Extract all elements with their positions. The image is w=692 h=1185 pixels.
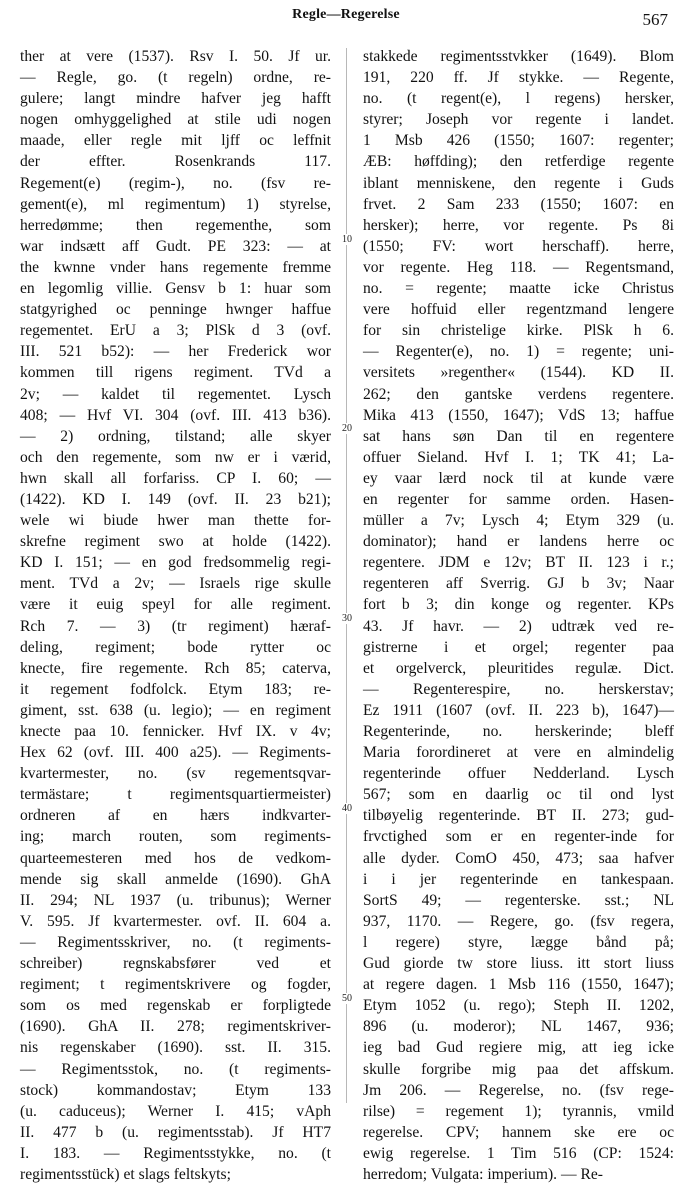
text-line: no. (t regent(e), l regens) hersker,	[363, 90, 674, 108]
text-line: l regere) styre, lægge bånd på;	[363, 933, 674, 951]
text-line: frvctighed som er en regenter-inde for	[363, 828, 674, 846]
text-line: schreiber) regnskabsfører ved et	[20, 955, 331, 973]
text-line: (u. caduceus); Werner I. 415; vAph	[20, 1102, 331, 1120]
text-line: — Regenterespire, no. herskerstav;	[363, 680, 674, 698]
text-line: — Regle, go. (t regeln) ordne, re-	[20, 69, 331, 87]
text-line: regiment; t regimentskrivere og fogder,	[20, 976, 331, 994]
text-line: termästare; t regimentsquartiermeister)	[20, 786, 331, 804]
text-line: stock) kommandostav; Etym 133	[20, 1081, 331, 1099]
text-line: Mika 413 (1550, 1647); VdS 13; haffue	[363, 406, 674, 424]
text-line: I. 183. — Regimentsstykke, no. (t	[20, 1144, 331, 1162]
text-line: skrefne regiment swo at holde (1422).	[20, 533, 331, 551]
text-line: vor regente. Heg 118. — Regentsmand,	[363, 258, 674, 276]
line-number-marker: 40	[337, 803, 357, 814]
text-line: II. 294; NL 1937 (u. tribunus); Werner	[20, 891, 331, 909]
text-line: 408; — Hvf VI. 304 (ovf. III. 413 b36).	[20, 406, 331, 424]
text-line: 1 Msb 426 (1550; 1607: regenter;	[363, 132, 674, 150]
text-line: en legomlig villie. Gensv b 1: huar som	[20, 280, 331, 298]
text-line: — Regenter(e), no. 1) = regente; uni-	[363, 343, 674, 361]
text-line: der effter. Rosenkrands 117.	[20, 153, 331, 171]
text-line: 567; som en daarlig oc til ond lyst	[363, 786, 674, 804]
page-header	[0, 0, 692, 38]
text-line: III. 521 b52): — her Frederick wor	[20, 343, 331, 361]
running-head: Regle—Regerelse	[292, 7, 400, 22]
column-divider	[346, 48, 347, 1103]
text-line: ing; march routen, som regiments-	[20, 828, 331, 846]
text-line: — 2) ordning, tilstand; alle skyer	[20, 427, 331, 445]
text-line: iblant menniskene, den regente i Guds	[363, 174, 674, 192]
text-line: sat hans søn Dan til en regentere	[363, 427, 674, 445]
text-line: V. 595. Jf kvartermester. ovf. II. 604 a.	[20, 912, 331, 930]
text-line: regentere. JDM e 12v; BT II. 123 i r.;	[363, 554, 674, 572]
text-line: regementet. ErU a 3; PlSk d 3 (ovf.	[20, 322, 331, 340]
text-line: gulere; langt mindre hafver jeg hafft	[20, 90, 331, 108]
text-line: regimentsstück) et slags feltskyts;	[20, 1165, 231, 1183]
text-line: maade, eller regle mit ljff oc leffnit	[20, 132, 331, 150]
text-line: styrer; Joseph vor regente i landet.	[363, 111, 674, 129]
text-line: war indsætt aff Gudt. PE 323: — at	[20, 237, 331, 255]
text-line: fort b 3; din konge og regenter. KPs	[363, 596, 674, 614]
right-column	[363, 46, 674, 1183]
text-line: Rch 7. — 3) (tr regiment) hæraf-	[20, 617, 331, 635]
text-line: the kwnne vnder hans regemente fremme	[20, 258, 331, 276]
text-line: 2v; — kaldet til regementet. Lysch	[20, 385, 331, 403]
text-line: wele wi biude hwer man thette for-	[20, 512, 331, 530]
text-line: KD I. 151; — en god fredsommelig regi-	[20, 554, 331, 572]
text-line: och den regemente, som nw er i værid,	[20, 448, 331, 466]
text-line: ey vaar lærd nock til at kunde være	[363, 469, 674, 487]
line-number-marker: 20	[337, 423, 357, 434]
text-line: (1550; FV: wort herschaff). herre,	[363, 237, 674, 255]
text-line: en regenter for samme orden. Hasen-	[363, 490, 674, 508]
text-line: mende sig skall anmelde (1690). GhA	[20, 870, 331, 888]
text-line: være it euig speyl for alle regiment.	[20, 596, 331, 614]
text-line: nogen omhyggelighed at stile udi nogen	[20, 111, 331, 129]
text-line: Maria forordineret at vere en almindelig	[363, 744, 674, 762]
text-line: for sin christelige kirke. PlSk h 6.	[363, 322, 674, 340]
text-line: kvartermester, no. (sv regementsqvar-	[20, 765, 331, 783]
text-line: ieg bad Gud regiere mig, att ieg icke	[363, 1039, 674, 1057]
text-line: alle dyder. ComO 450, 473; saa hafver	[363, 849, 674, 867]
text-line: II. 477 b (u. regimentsstab). Jf HT7	[20, 1123, 331, 1141]
text-line: regerelse. CPV; hannem ske ere oc	[363, 1123, 674, 1141]
text-line: 937, 1170. — Regere, go. (fsv regera,	[363, 912, 674, 930]
text-line: skulle forgribe mig paa det affskum.	[363, 1060, 674, 1078]
text-line: ordneren af en hærs indkvarter-	[20, 807, 331, 825]
text-line: 896 (u. moderor); NL 1467, 936;	[363, 1018, 674, 1036]
text-line: müller a 7v; Lysch 4; Etym 329 (u.	[363, 512, 674, 530]
text-line: — Regimentsskriver, no. (t regiments-	[20, 933, 331, 951]
text-line: gement(e), ml regimentum) 1) styrelse,	[20, 195, 331, 213]
text-line: (1422). KD I. 149 (ovf. II. 23 b21);	[20, 490, 331, 508]
text-line: ewig regerelse. 1 Tim 516 (CP: 1524:	[363, 1144, 674, 1162]
text-line: no. = regente; maatte icke Christus	[363, 280, 674, 298]
text-line: ther at vere (1537). Rsv I. 50. Jf ur.	[20, 48, 331, 65]
text-line: hersker); herre, vor regente. Ps 8i	[363, 216, 674, 234]
text-line: tilbøyelig regenterinde. BT II. 273; gud-	[363, 807, 674, 825]
text-line: vere hoffuid eller regentzmand lengere	[363, 301, 674, 319]
text-line: i i jer regenterinde en tankespaan.	[363, 870, 674, 888]
line-number-marker: 50	[337, 993, 357, 1004]
text-line: hwn skall all forfariss. CP I. 60; —	[20, 469, 331, 487]
text-line: stakkede regimentsstvkker (1649). Blom	[363, 48, 674, 65]
text-line: dominator); hand er landens herre oc	[363, 533, 674, 551]
text-line: Hex 62 (ovf. III. 400 a25). — Regiments-	[20, 744, 331, 762]
text-line: frvet. 2 Sam 233 (1550; 1607: en	[363, 195, 674, 213]
text-line: regenteren aff Sverrig. GJ b 3v; Naar	[363, 575, 674, 593]
line-number-marker: 10	[337, 234, 357, 245]
text-line: quarteemesteren med hos de vedkom-	[20, 849, 331, 867]
text-line: versitets »regenther« (1544). KD II.	[363, 364, 674, 382]
text-line: Etym 1052 (u. rego); Steph II. 1202,	[363, 997, 674, 1015]
text-line: statgyrighed oc penninge hwnger haffue	[20, 301, 331, 319]
text-line: deling, regiment; bode rytter oc	[20, 638, 331, 656]
text-line: offuer Sieland. Hvf I. 1; TK 41; La-	[363, 448, 674, 466]
text-line: Regement(e) (regim-), no. (fsv re-	[20, 174, 331, 192]
text-line: Ez 1911 (1607 (ovf. II. 223 b), 1647)—	[363, 701, 674, 719]
text-line: it regement fodfolck. Etym 183; re-	[20, 680, 331, 698]
text-line: gistrerne i et orgel; regenter paa	[363, 638, 674, 656]
text-line: herredømme; then regementhe, som	[20, 216, 331, 234]
text-line: herredom; Vulgata: imperium). — Re-	[363, 1165, 603, 1183]
text-line: (1690). GhA II. 278; regimentskriver-	[20, 1018, 331, 1036]
text-line: Regenterinde, no. herskerinde; bleff	[363, 723, 674, 740]
text-line: 191, 220 ff. Jf stykke. — Regente,	[363, 69, 674, 87]
page-number: 567	[642, 10, 668, 29]
text-line: et orgelverck, pleuritides regulæ. Dict.	[363, 659, 674, 677]
text-line: giment, sst. 638 (u. legio); — en regiment	[20, 701, 331, 719]
text-line: SortS 49; — regenterske. sst.; NL	[363, 891, 674, 909]
text-line: nis regenskaber (1690). sst. II. 315.	[20, 1039, 331, 1057]
text-line: at regere dagen. 1 Msb 116 (1550, 1647);	[363, 976, 674, 994]
text-line: knecte paa 10. fennicker. Hvf IX. v 4v;	[20, 723, 331, 740]
text-line: — Regimentsstok, no. (t regiments-	[20, 1060, 331, 1078]
text-line: knecte, fire regemente. Rch 85; caterva,	[20, 659, 331, 677]
text-line: kommen till rigens regiment. TVd a	[20, 364, 331, 382]
text-line: Jm 206. — Regerelse, no. (fsv rege-	[363, 1081, 674, 1099]
line-number-marker: 30	[337, 613, 357, 624]
text-line: 43. Jf havr. — 2) udtræk ved re-	[363, 617, 674, 635]
text-line: Gud giorde tw store liuss. itt stort liuss	[363, 955, 674, 973]
text-line: rilse) = regement 1); tyrannis, vmild	[363, 1102, 674, 1120]
left-column	[20, 46, 331, 1183]
text-line: regenterinde offuer Nedderland. Lysch	[363, 765, 674, 783]
text-line: som os med regenskab er forpligtede	[20, 997, 331, 1015]
text-line: 262; den gantske verdens regentere.	[363, 385, 674, 403]
text-line: ment. TVd a 2v; — Israels rige skulle	[20, 575, 331, 593]
text-line: ÆB: høffding); den retferdige regente	[363, 153, 674, 171]
